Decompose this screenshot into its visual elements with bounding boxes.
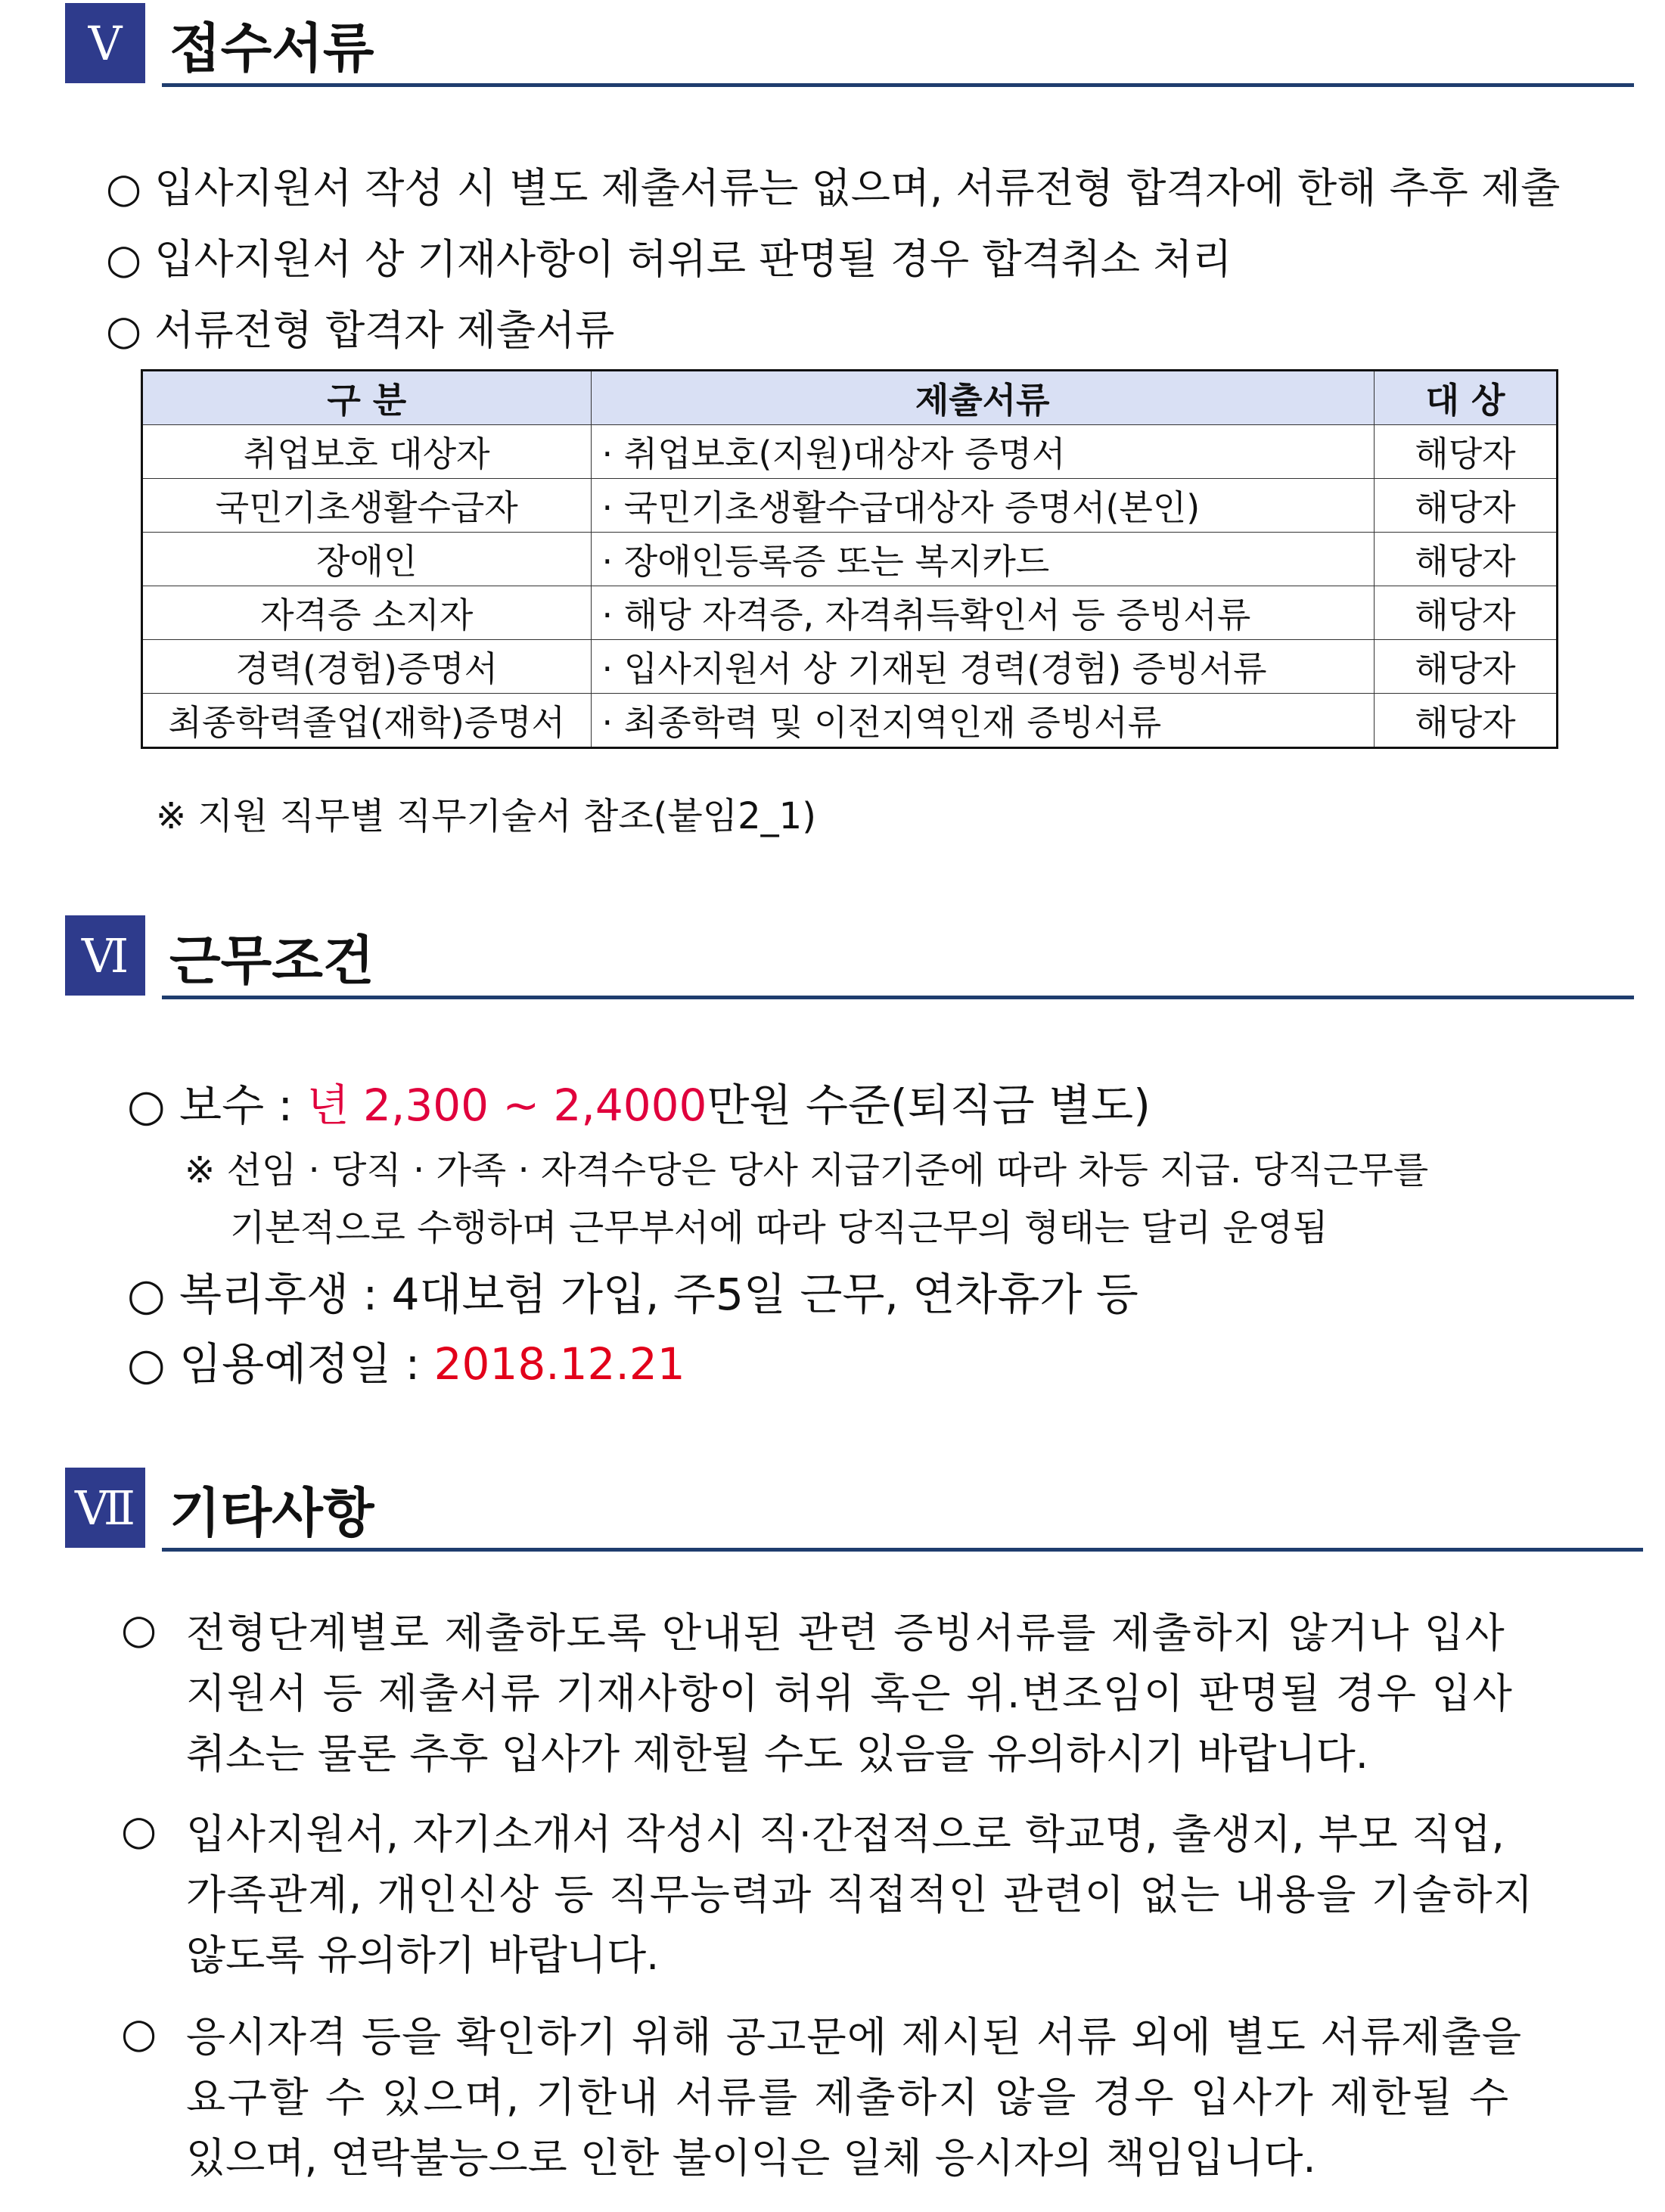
- table-cell: 취업보호 대상자: [142, 425, 592, 479]
- table-cell: 해당자: [1374, 479, 1557, 533]
- column-header: 제출서류: [591, 371, 1374, 425]
- table-cell: 해당자: [1374, 586, 1557, 640]
- table-row: [142, 586, 1558, 640]
- paragraph-line: 응시자격 등을 확인하기 위해 공고문에 제시된 서류 외에 별도 서류제출을: [186, 2013, 1523, 2061]
- bullet-marker: ○: [121, 1605, 157, 1653]
- section-number-badge: Ⅵ: [65, 915, 145, 996]
- table-cell: 최종학력졸업(재학)증명서: [142, 694, 592, 748]
- paragraph-line: 지원서 등 제출서류 기재사항이 허위 혹은 위.변조임이 판명될 경우 입사: [186, 1670, 1514, 1717]
- table-cell: · 장애인등록증 또는 복지카드: [591, 533, 1374, 586]
- table-cell: 경력(경험)증명서: [142, 640, 592, 694]
- section-divider: [162, 996, 1634, 999]
- section-number-badge: Ⅶ: [65, 1468, 145, 1548]
- bullet-line: ○ 입사지원서 상 기재사항이 허위로 판명될 경우 합격취소 처리: [106, 235, 1232, 283]
- paragraph-line: 있으며, 연락불능으로 인한 불이익은 일체 응시자의 책임입니다.: [186, 2134, 1316, 2182]
- start-date-label: ○ 임용예정일 :: [127, 1338, 434, 1390]
- allowance-note-line: ※ 선임 · 당직 · 가족 · 자격수당은 당사 지급기준에 따라 차등 지급. 당직근무를: [185, 1149, 1429, 1191]
- start-date-line: [127, 1328, 685, 1392]
- allowance-note-line: 기본적으로 수행하며 근무부서에 따라 당직근무의 형태는 달리 운영됨: [230, 1207, 1328, 1249]
- paragraph-line: 요구할 수 있으며, 기한내 서류를 제출하지 않을 경우 입사가 제한될 수: [186, 2074, 1511, 2121]
- pay-line: [127, 1070, 1151, 1133]
- paragraph-line: 가족관계, 개인신상 등 직무능력과 직접적인 관련이 없는 내용을 기술하지: [186, 1871, 1534, 1918]
- section-number-badge: Ⅴ: [65, 3, 145, 83]
- table-cell: · 해당 자격증, 자격취득확인서 등 증빙서류: [591, 586, 1374, 640]
- section-divider: [162, 83, 1634, 87]
- column-header: 구 분: [142, 371, 592, 425]
- table-cell: 해당자: [1374, 640, 1557, 694]
- table-header-row: [142, 371, 1558, 425]
- bullet-line: ○ 서류전형 합격자 제출서류: [106, 306, 615, 354]
- table-row: [142, 479, 1558, 533]
- table-cell: 해당자: [1374, 694, 1557, 748]
- table-cell: · 국민기초생활수급대상자 증명서(본인): [591, 479, 1374, 533]
- bullet-line: ○ 입사지원서 작성 시 별도 제출서류는 없으며, 서류전형 합격자에 한해 추후 제출: [106, 164, 1561, 212]
- paragraph-line: 취소는 물론 추후 입사가 제한될 수도 있음을 유의하시기 바랍니다.: [186, 1730, 1368, 1778]
- section-title: 접수서류: [169, 17, 374, 79]
- table-row: [142, 640, 1558, 694]
- start-date-value: 2018.12.21: [433, 1338, 685, 1390]
- pay-suffix: 만원 수준(퇴직금 별도): [707, 1080, 1151, 1131]
- section-title: 근무조건: [169, 930, 374, 992]
- reference-note: ※ 지원 직무별 직무기술서 참조(붙임2_1): [156, 795, 816, 837]
- table-row: [142, 425, 1558, 479]
- table-cell: · 취업보호(지원)대상자 증명서: [591, 425, 1374, 479]
- section-title: 기타사항: [169, 1482, 374, 1544]
- welfare-line: ○ 복리후생 : 4대보험 가입, 주5일 근무, 연차휴가 등: [127, 1269, 1138, 1320]
- table-row: [142, 533, 1558, 586]
- section-divider: [162, 1548, 1643, 1552]
- table-cell: · 최종학력 및 이전지역인재 증빙서류: [591, 694, 1374, 748]
- paragraph-line: 않도록 유의하기 바랍니다.: [186, 1931, 660, 1979]
- column-header: 대 상: [1374, 371, 1557, 425]
- pay-amount: 년 2,300 ~ 2,4000: [306, 1080, 707, 1131]
- table-cell: 해당자: [1374, 425, 1557, 479]
- table-cell: 국민기초생활수급자: [142, 479, 592, 533]
- bullet-marker: ○: [121, 1807, 157, 1854]
- pay-label: ○ 보수 :: [127, 1080, 307, 1131]
- table-cell: · 입사지원서 상 기재된 경력(경험) 증빙서류: [591, 640, 1374, 694]
- table-row: [142, 694, 1558, 748]
- documents-table: [141, 369, 1558, 749]
- table-cell: 해당자: [1374, 533, 1557, 586]
- table-cell: 장애인: [142, 533, 592, 586]
- paragraph-line: 전형단계별로 제출하도록 안내된 관련 증빙서류를 제출하지 않거나 입사: [186, 1609, 1506, 1657]
- bullet-marker: ○: [121, 2009, 157, 2057]
- paragraph-line: 입사지원서, 자기소개서 작성시 직·간접적으로 학교명, 출생지, 부모 직업,: [186, 1810, 1505, 1858]
- table-cell: 자격증 소지자: [142, 586, 592, 640]
